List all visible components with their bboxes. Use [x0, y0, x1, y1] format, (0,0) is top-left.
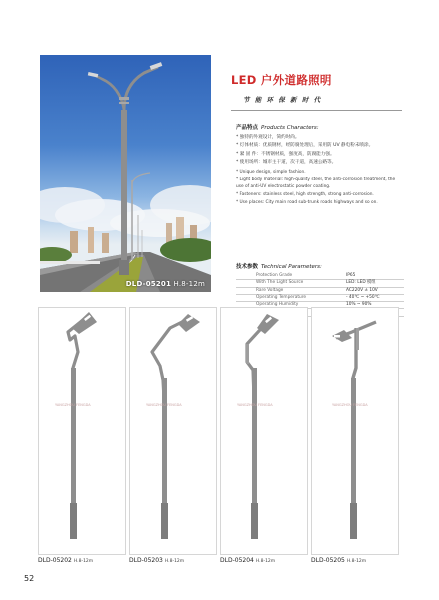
param-name: Operating Temperature: [236, 294, 342, 301]
hero-photo: [40, 55, 211, 292]
table-row: [236, 294, 404, 301]
param-value: - 40℃ ~ +50℃: [342, 294, 404, 301]
product-caption-05202: [38, 557, 93, 564]
param-name: Operating Humidity: [236, 302, 342, 309]
page-subtitle: 节 能 环 保 新 时 代: [243, 96, 322, 104]
feature-item-en: * Fasteners: stainless steel, high strength, strong anti-corrosion.: [236, 191, 374, 197]
features-heading-cn: 产品特点: [236, 125, 259, 131]
hero-caption-code: DLD-05201: [125, 280, 172, 288]
feature-item-cn: * 灯体材质：优质钢材，经防腐处理后，采用防 UV 静电粉末喷涂。: [236, 143, 374, 149]
watermark: YANGZHOU FENGDA: [55, 403, 91, 407]
param-value: AC220V ± 10V: [342, 287, 404, 294]
watermark: YANGZHOU FENGDA: [146, 403, 182, 407]
product-code: DLD-05202: [38, 557, 72, 564]
feature-item-cn: * 紧 固 件：不锈钢材质，强度高，防腐能力强。: [236, 151, 335, 157]
product-height: H.8-12m: [255, 559, 276, 564]
street-scene-illustration: [40, 55, 211, 292]
product-code: DLD-05205: [311, 557, 345, 564]
watermark: YANGZHOU FENGDA: [332, 403, 368, 407]
title-divider: [231, 110, 402, 111]
product-card-05205: [311, 307, 399, 555]
param-name: Rare Voltage: [236, 287, 342, 294]
tech-heading-en: Technical Parameters:: [261, 264, 322, 270]
product-card-05204: [220, 307, 308, 555]
product-card-05202: [38, 307, 126, 555]
param-value: IP65: [342, 273, 404, 280]
product-caption-05205: [311, 557, 366, 564]
product-caption-05204: [220, 557, 275, 564]
table-row: [236, 280, 404, 287]
watermark: YANGZHOU FENGDA: [237, 403, 273, 407]
lamp-pole-05204-illustration: [221, 308, 307, 554]
page-title: LED 户外道路照明: [231, 73, 332, 87]
product-code: DLD-05204: [220, 557, 254, 564]
feature-item-en: * Unique design, simple fashion.: [236, 170, 306, 176]
feature-item-en: * Use places: City main road sub-trunk roads highways and so on.: [236, 199, 378, 205]
product-card-05203: [129, 307, 217, 555]
features-heading: [236, 123, 319, 131]
param-name: Protection Grade: [236, 273, 342, 280]
hero-caption: [126, 280, 205, 288]
feature-item-cn: * 使用场所：城市主干道，次干道，高速公路等。: [236, 159, 337, 165]
product-height: H.8-12m: [346, 559, 367, 564]
page-number: 52: [24, 574, 35, 583]
product-caption-05203: [129, 557, 184, 564]
param-name: With The Light Source: [236, 280, 342, 287]
product-height: H.8-12m: [164, 559, 185, 564]
table-row: [236, 287, 404, 294]
lamp-pole-05203-illustration: [130, 308, 216, 554]
param-value: LED: LED 模组: [342, 280, 404, 287]
param-value: 10% ~ 90%: [342, 302, 404, 309]
hero-caption-height: H.8-12m: [173, 280, 205, 288]
product-code: DLD-05203: [129, 557, 163, 564]
tech-heading: [236, 262, 322, 270]
features-list: [236, 134, 404, 207]
table-row: [236, 273, 404, 280]
features-heading-en: Products Characters:: [261, 125, 319, 131]
lamp-pole-05202-illustration: [39, 308, 125, 554]
product-height: H.8-12m: [73, 559, 94, 564]
lamp-pole-05205-illustration: [312, 308, 398, 554]
tech-heading-cn: 技术参数: [236, 264, 259, 270]
feature-item-cn: * 独特的外观设计，简约时尚。: [236, 135, 300, 140]
feature-item-en: * Light body material: high-quality steel, the anti-corrosion treatment, the use of anti-UV electrostatic powder coating.: [236, 177, 396, 190]
